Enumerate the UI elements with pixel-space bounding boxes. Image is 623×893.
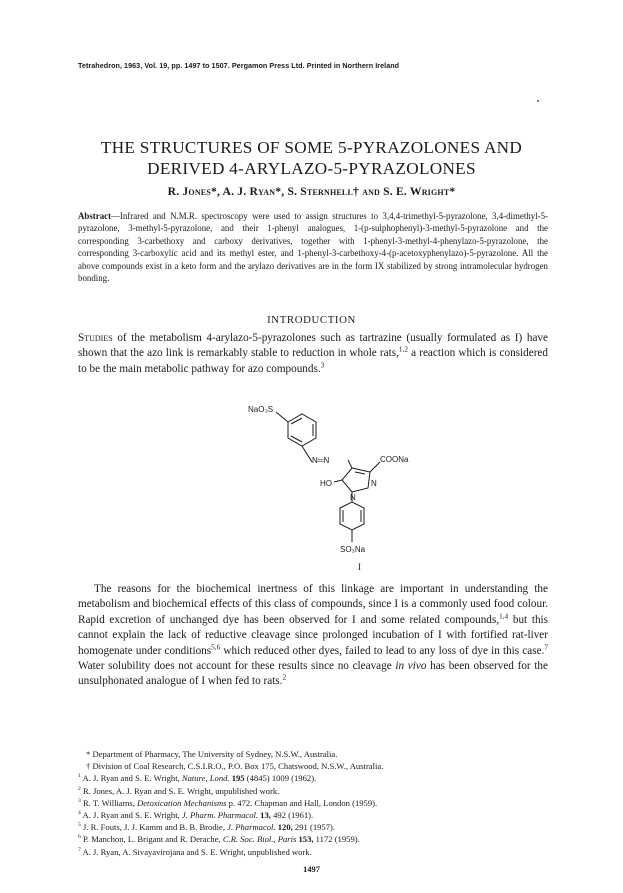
section-heading: INTRODUCTION xyxy=(267,314,356,326)
running-head: Tetrahedron, 1963, Vol. 19, pp. 1497 to 1507. Pergamon Press Ltd. Printed in Northern Ireland xyxy=(78,61,400,70)
intro-paragraph xyxy=(78,331,548,377)
ref-marker: 7 xyxy=(544,642,548,651)
label-so3na-bottom: SO₃Na xyxy=(340,545,366,554)
reference-volume: 195 xyxy=(229,773,245,784)
reference-authors: R. T. Williams, xyxy=(80,797,138,808)
label-n-bottom: N xyxy=(350,493,356,502)
body-text-2: but this cannot explain the lack of reductive cleavage since prolonged incubation of I with fortified rat-liver homogenate under conditions xyxy=(78,613,549,657)
reference-journal: Detoxication Mechanisms xyxy=(137,797,227,808)
body-text-5: has been observed for the unsulphonated analogue of I when fed to rats. xyxy=(78,660,548,688)
reference-authors: J. R. Fouts, J. J. Kamm and B. B. Brodie, xyxy=(80,822,228,833)
reference-item xyxy=(78,846,548,858)
author-list: R. Jones*, A. J. Ryan*, S. Sternhell† and S. E. Wright* xyxy=(167,185,456,198)
ref-marker: 1,2 xyxy=(398,345,408,354)
reference-item xyxy=(78,772,548,784)
body-text-4: Water solubility does not account for these results since no cleavage xyxy=(78,660,396,673)
reference-authors: P. Manchon, L. Brigant and R. Derache, xyxy=(80,834,223,845)
label-n-ring: N xyxy=(371,479,377,488)
reference-list xyxy=(78,772,548,857)
title-line-2: DERIVED 4-ARYLAZO-5-PYRAZOLONES xyxy=(147,159,476,178)
label-azo: N═N xyxy=(312,456,330,465)
body-text-1: The reasons for the biochemical inertness of this linkage are important in understanding the metabolism and biochemical effects of this class of compounds, since I is a commonly used food colour. Rapid excretion of unchanged dye has been observed for I and some related compounds, xyxy=(78,583,548,626)
reference-authors: A. J. Ryan, A. Sivayavirojana and S. E. Wright, unpublished work. xyxy=(80,846,312,857)
reference-volume: 13, xyxy=(258,810,271,821)
reference-journal: Nature, Lond. xyxy=(181,773,230,784)
reference-authors: R. Jones, A. J. Ryan and S. E. Wright, unpublished work. xyxy=(80,785,280,796)
reference-number: 5 xyxy=(78,822,81,829)
reference-authors: A. J. Ryan and S. E. Wright, xyxy=(80,773,182,784)
reference-journal: C.R. Soc. Biol., Paris xyxy=(222,834,297,845)
abstract-label: Abstract xyxy=(78,211,112,221)
reference-details: (4845) 1009 (1962). xyxy=(244,773,317,784)
body-paragraph xyxy=(78,582,548,690)
reference-volume: 153, xyxy=(296,834,314,845)
page-number: 1497 xyxy=(303,865,320,874)
benzene-ring-top xyxy=(288,414,316,446)
article-title xyxy=(60,137,563,179)
label-ho: HO xyxy=(320,479,332,488)
reference-details: 1172 (1959). xyxy=(313,834,360,845)
footnote-affiliation-star: * Department of Pharmacy, The University of Sydney, N.S.W., Australia. xyxy=(86,749,338,759)
label-so3na-top: NaO₃S xyxy=(248,405,274,414)
reference-item xyxy=(78,797,548,809)
ref-marker: 5,6 xyxy=(211,642,221,651)
reference-item xyxy=(78,833,548,845)
speck-mark xyxy=(537,100,539,102)
reference-details: p. 472. Chapman and Hall, London (1959). xyxy=(226,797,378,808)
reference-number: 7 xyxy=(78,846,81,853)
ref-marker: 1,4 xyxy=(499,612,509,621)
reference-volume: 120, xyxy=(275,822,293,833)
intro-lead-word: Studies xyxy=(78,332,113,344)
abstract xyxy=(78,210,548,284)
benzene-ring-bottom xyxy=(340,502,364,530)
footnote-affiliation-dagger: † Division of Coal Research, C.S.I.R.O., P.O. Box 175, Chatswood, N.S.W., Australia. xyxy=(86,761,384,772)
footnotes xyxy=(78,748,548,858)
reference-journal: J. Pharm. Pharmacol. xyxy=(181,810,259,821)
reference-number: 2 xyxy=(78,785,81,792)
abstract-text: —Infrared and N.M.R. spectroscopy were used to assign structures to 3,4,4-trimethyl-5-pyrazolone, 3,4-dimethyl-5-pyrazolone, 3-methyl-5-pyrazolone, and their 1-phenyl analogues, 1-(p-sulphophenyl)-3-methyl-5-pyrazolone and the corresponding 3-carbethoxy and carboxy derivatives, together with 1-phenyl-3-methyl-4-phenylazo-5-pyrazolone, the corresponding 3-carboxylic acid and its methyl ester, and 1-phenyl-3-carbethoxy-4-(p-acetoxyphenylazo)-5-pyrazolone. All the above compounds exist in a keto form and the arylazo derivatives are in the form IX stabilized by strong intramolecular hydrogen bonding. xyxy=(78,211,548,284)
intro-text-b: a reaction which is considered to be the main metabolic pathway for azo compounds. xyxy=(78,347,548,375)
reference-authors: A. J. Ryan and S. E. Wright, xyxy=(80,810,182,821)
pyrazolone-ring xyxy=(342,468,370,492)
reference-number: 6 xyxy=(78,834,81,841)
reference-number: 1 xyxy=(78,773,81,780)
body-italic: in vivo xyxy=(395,660,427,673)
reference-item xyxy=(78,785,548,797)
ref-marker: 3 xyxy=(320,361,325,370)
reference-number: 3 xyxy=(78,797,81,804)
intro-text-a: of the metabolism 4-arylazo-5-pyrazolones such as tartrazine (usually formulated as I) have shown that the azo link is remarkably stable to reduction in whole rats, xyxy=(78,332,548,360)
reference-details: 291 (1957). xyxy=(292,822,336,833)
tartrazine-structure xyxy=(240,400,440,575)
reference-number: 4 xyxy=(78,810,81,817)
reference-item xyxy=(78,821,548,833)
reference-details: 492 (1961). xyxy=(270,810,314,821)
compound-label: I xyxy=(358,562,361,572)
body-text-3: which reduced other dyes, failed to lead to any loss of dye in this case. xyxy=(220,644,545,657)
ref-marker: 2 xyxy=(282,673,287,682)
reference-journal: J. Pharmacol. xyxy=(227,822,276,833)
label-coona: COONa xyxy=(380,455,409,464)
reference-item xyxy=(78,809,548,821)
title-line-1: THE STRUCTURES OF SOME 5-PYRAZOLONES AND xyxy=(100,138,523,157)
